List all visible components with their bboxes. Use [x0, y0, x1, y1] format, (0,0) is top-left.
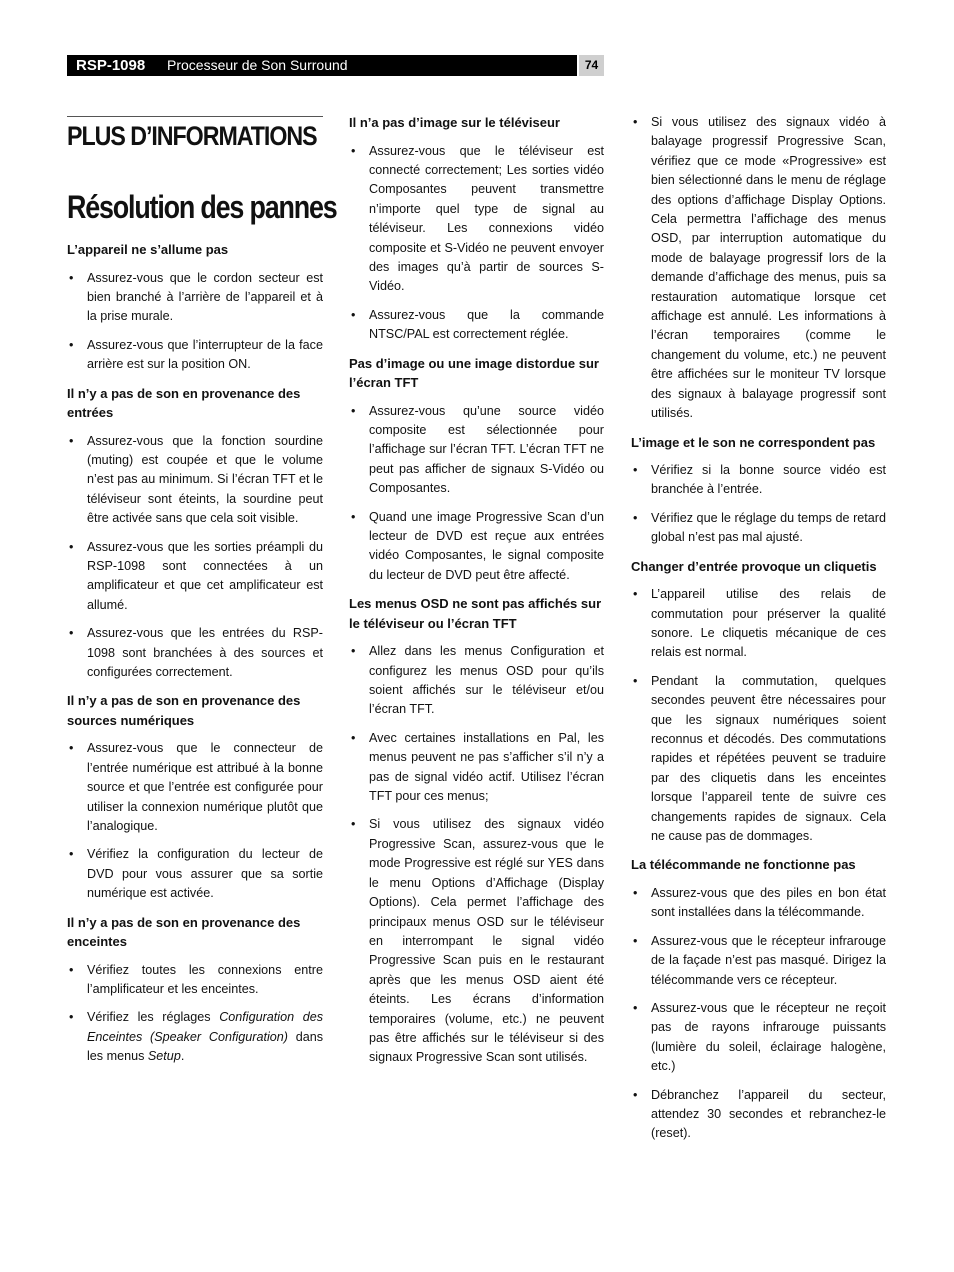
bullet-item: [67, 624, 323, 682]
bullet-item: [67, 336, 323, 375]
bullet-text: Assurez-vous que des piles en bon état sont installées dans la télécommande.: [651, 885, 886, 920]
bullet-list: [67, 269, 323, 375]
bullet-text: Avec certaines installations en Pal, les menus peuvent ne pas s’afficher s’il n’y a pas de signal vidéo actif. Utilisez l’écran TFT pour ces menus;: [369, 730, 604, 804]
bullet-item: [631, 932, 886, 990]
italic-term: Setup: [147, 1049, 181, 1064]
bullet-item: [631, 585, 886, 663]
bullet-list: [67, 961, 323, 1067]
bullet-item: [349, 402, 604, 499]
bullet-icon: •: [351, 307, 356, 322]
section-heading: Il n’y a pas de son en provenance des sources numériques: [67, 693, 301, 728]
bullet-icon: •: [69, 539, 74, 554]
bullet-text: Vérifiez que le réglage du temps de retard global n’est pas mal ajusté.: [651, 510, 886, 545]
bullet-text: Pendant la commutation, quelques secondes peuvent être nécessaires pour que les signaux numériques soient reconnus et décodés. Des commutations rapides et répétées peuvent se traduire par des cliquetis dans les enceintes lorsque l’appareil tente de suivre ces changements rapides de signaux. Cela ne cause pas de dommages.: [651, 673, 886, 843]
bullet-item: [67, 739, 323, 836]
bullet-icon: •: [633, 933, 638, 948]
bullet-item: [349, 142, 604, 297]
bullet-icon: •: [633, 885, 638, 900]
bullet-text: Vérifiez toutes les connexions entre l’amplificateur et les enceintes.: [87, 962, 323, 997]
bullet-item: [631, 999, 886, 1077]
bullet-text: Assurez-vous que les sorties préampli du RSP-1098 sont connectées à un amplificateur et que cet amplificateur est allumé.: [87, 539, 323, 612]
column-2: [349, 113, 604, 1077]
bullet-icon: •: [633, 1000, 638, 1015]
page-number: 74: [584, 58, 599, 72]
bullet-icon: •: [351, 730, 356, 745]
bullet-item: [67, 1008, 323, 1066]
bullet-list: [631, 113, 886, 424]
header-title: Processeur de Son Surround: [167, 57, 348, 73]
bullet-text: Assurez-vous que le téléviseur est connecté correctement; Les sorties vidéo Composantes peuvent transmettre n’importe quel type de signal au téléviseur. Les connexions vidéo composite et S-Vidéo ne peuvent envoyer des images qu’à partir de sources S-Vidéo.: [369, 143, 604, 294]
bullet-list: [631, 461, 886, 548]
bullet-text: Vérifiez les réglages: [87, 1010, 220, 1025]
bullet-item: [349, 815, 604, 1067]
col1-sections: [67, 240, 323, 1067]
section-heading: Il n’y a pas de son en provenance des entrées: [67, 385, 301, 421]
bullet-icon: •: [69, 847, 74, 862]
bullet-icon: •: [69, 433, 74, 448]
bullet-icon: •: [69, 337, 74, 352]
section-heading: Changer d’entrée provoque un cliquetis: [631, 558, 877, 574]
section-heading: Pas d’image ou une image distordue sur l’écran TFT: [349, 355, 599, 391]
bullet-item: [349, 306, 604, 345]
header-bar: [67, 55, 577, 76]
col2-sections: [349, 113, 604, 1068]
header-model: RSP-1098: [76, 57, 146, 74]
bullet-icon: •: [351, 509, 356, 524]
bullet-text: Si vous utilisez des signaux vidéo à balayage progressif Progressive Scan, vérifiez que ce mode «Progressive» est bien sélectionné dans le menu de réglage des options d’affichage Display Options. Cela permettra l’affichage des menus OSD, par interruption automatique du mode de balayage progressif lors de la demande d’affichage des menus, puis sa restauration automatique lorsque cet affichage est annulé. Les informations à l’écran temporaires (comme le changement du volume, etc.) ne peuvent être affichées sur le moniteur TV lorsque des signaux à balayage progressif sont utilisés.: [651, 115, 886, 421]
section-heading: Les menus OSD ne sont pas affichés sur le téléviseur ou l’écran TFT: [349, 596, 602, 631]
bullet-text: L’appareil utilise des relais de commutation pour préserver la qualité sonore. Le cliquetis mécanique de ces relais est normal.: [651, 587, 886, 660]
italic-term: Configuration des Enceintes (Speaker Configuration): [87, 1010, 323, 1044]
bullet-icon: •: [69, 270, 74, 285]
bullet-text: Quand une image Progressive Scan d’un lecteur de DVD est reçue aux entrées vidéo Composantes, le signal composite du lecteur de DVD peut être affecté.: [369, 509, 604, 582]
bullet-text: Assurez-vous qu’une source vidéo composite est sélectionnée pour l’affichage sur l’écran TFT. L’écran TFT ne peut pas afficher de signaux S-Vidéo ou Composantes.: [369, 403, 604, 496]
column-3: [631, 113, 886, 1153]
bullet-text: Assurez-vous que le cordon secteur est bien branché à l’arrière de l’appareil et à la prise murale.: [87, 270, 323, 324]
bullet-text: Vérifiez si la bonne source vidéo est branchée à l’entrée.: [651, 463, 886, 497]
bullet-item: [631, 113, 886, 424]
bullet-item: [67, 432, 323, 529]
section-heading: L’appareil ne s’allume pas: [67, 242, 229, 257]
bullet-text: Assurez-vous que l’interrupteur de la face arrière est sur la position ON.: [87, 337, 323, 372]
bullet-icon: •: [633, 115, 638, 129]
bullet-text: Assurez-vous que la commande NTSC/PAL est correctement réglée.: [369, 307, 604, 342]
bullet-text: Allez dans les menus Configuration et configurez les menus OSD pour qu’ils soient affichés sur le téléviseur et/ou l’écran TFT.: [369, 644, 604, 717]
section-heading: Il n’a pas d’image sur le téléviseur: [349, 115, 560, 130]
section-heading: L’image et le son ne correspondent pas: [631, 434, 876, 450]
bullet-text: .: [180, 1049, 185, 1064]
bullet-item: [349, 642, 604, 720]
bullet-item: [349, 508, 604, 586]
bullet-list: [631, 884, 886, 1144]
bullet-text: Assurez-vous que le récepteur infrarouge de la façade n’est pas masqué. Dirigez la télécommande vers ce récepteur.: [651, 933, 886, 987]
bullet-list: [67, 739, 323, 903]
bullet-icon: •: [633, 673, 638, 688]
bullet-text: Assurez-vous que le récepteur ne reçoit pas de rayons infrarouge puissants (lumière du soleil, éclairage halogène, etc.): [651, 1000, 886, 1074]
bullet-item: [67, 961, 323, 1000]
bullet-text: Débranchez l’appareil du secteur, attendez 30 secondes et rebranchez-le (reset).: [651, 1087, 886, 1141]
bullet-icon: •: [69, 962, 74, 977]
bullet-item: [349, 729, 604, 807]
bullet-list: [349, 402, 604, 586]
bullet-icon: •: [351, 817, 356, 832]
bullet-icon: •: [351, 644, 356, 659]
bullet-item: [631, 1086, 886, 1144]
bullet-item: [631, 672, 886, 847]
bullet-item: [67, 538, 323, 616]
bullet-item: [67, 845, 323, 903]
page-title: Résolution des pannes: [67, 189, 337, 225]
bullet-icon: •: [351, 143, 356, 158]
column-1: [67, 119, 337, 1076]
bullet-icon: •: [633, 463, 638, 477]
section-title: PLUS D’INFORMATIONS: [67, 121, 317, 151]
section-heading: La télécommande ne fonctionne pas: [631, 857, 856, 873]
bullet-icon: •: [69, 741, 74, 756]
section-heading: Il n’y a pas de son en provenance des enceintes: [67, 914, 301, 950]
bullet-text: Assurez-vous que les entrées du RSP-1098 sont branchées à des sources et configurées correctement.: [87, 626, 323, 679]
bullet-text: Assurez-vous que le connecteur de l’entrée numérique est attribué à la bonne source et que l’entrée est configurée pour utiliser la connexion numérique plutôt que l’analogique.: [87, 741, 323, 834]
bullet-item: [67, 269, 323, 327]
bullet-icon: •: [351, 403, 356, 418]
page-number-box: [579, 55, 604, 76]
bullet-text: Si vous utilisez des signaux vidéo Progressive Scan, assurez-vous que le mode Progressive est réglé sur YES dans le menu Options d’Affichage (Display Options). Cela permet l’affichage des principaux menus OSD sur le téléviseur en interrompant le signal vidéo Progressive Scan puis en le restaurant après que les menus OSD aient été éteints. Les écrans d’information temporaires (volume, etc.) ne peuvent pas être affichés sur le téléviseur si des signaux Progressive Scan sont utilisés.: [369, 817, 604, 1065]
bullet-list: [349, 142, 604, 345]
bullet-text: Vérifiez la configuration du lecteur de DVD pour vous assurer que sa sortie numérique est activée.: [87, 847, 323, 901]
bullet-list: [67, 432, 323, 683]
bullet-icon: •: [633, 510, 638, 525]
bullet-icon: •: [69, 1010, 74, 1025]
bullet-icon: •: [633, 1087, 638, 1102]
bullet-icon: •: [633, 587, 638, 602]
bullet-text: dans les menus: [87, 1029, 324, 1064]
bullet-list: [631, 585, 886, 846]
bullet-text: Assurez-vous que la fonction sourdine (muting) est coupée et que le volume n’est pas au minimum. Si l’écran TFT et le téléviseur sont éteints, la sourdine peut être activée sans que cela soit visible.: [87, 433, 323, 526]
bullet-item: [631, 884, 886, 923]
bullet-icon: •: [69, 626, 74, 641]
bullet-list: [349, 642, 604, 1068]
bullet-item: [631, 461, 886, 500]
section-rule: [67, 116, 323, 117]
bullet-item: [631, 509, 886, 548]
col3-sections: [631, 113, 886, 1144]
